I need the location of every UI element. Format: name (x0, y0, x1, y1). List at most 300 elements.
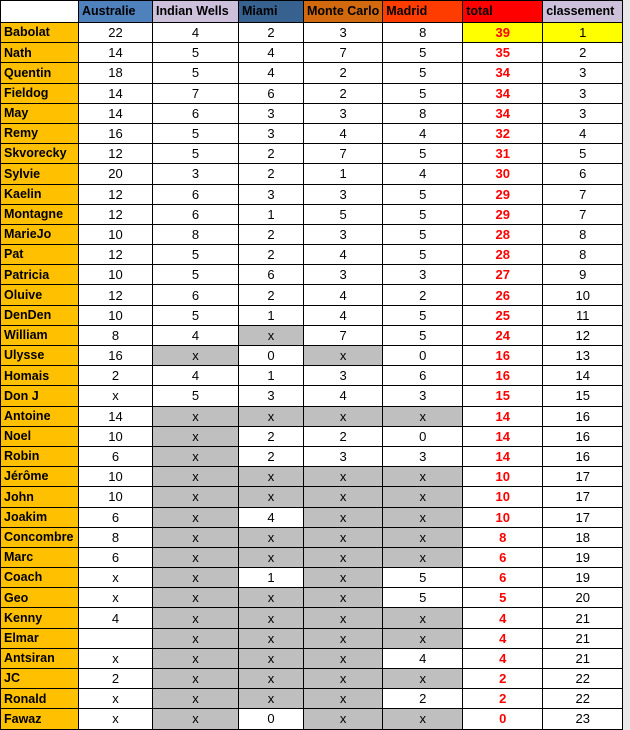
score-cell-may-miami[interactable]: 3 (239, 103, 304, 123)
score-cell-kaelin-australie[interactable]: 12 (79, 184, 153, 204)
player-name-cell-homais[interactable]: Homais (1, 366, 79, 386)
score-cell-elmar-madrid[interactable]: x (383, 628, 463, 648)
score-cell-don-j-monte-carlo[interactable]: 4 (304, 386, 383, 406)
score-cell-coach-indian-wells[interactable]: x (153, 568, 239, 588)
player-name-cell-oluive[interactable]: Oluive (1, 285, 79, 305)
score-cell-ronald-miami[interactable]: x (239, 689, 304, 709)
table-row-may (1, 103, 623, 123)
player-name-cell-noel[interactable]: Noel (1, 426, 79, 446)
score-cell-ronald-monte-carlo[interactable]: x (304, 689, 383, 709)
table-row-homais (1, 366, 623, 386)
score-cell-marc-madrid[interactable]: x (383, 547, 463, 567)
corner-cell[interactable] (1, 1, 79, 23)
rank-cell-nath[interactable]: 2 (543, 43, 623, 63)
total-cell-patricia[interactable]: 27 (463, 265, 543, 285)
table-row-remy (1, 123, 623, 143)
score-cell-fieldog-indian-wells[interactable]: 7 (153, 83, 239, 103)
total-cell-ronald[interactable]: 2 (463, 689, 543, 709)
score-cell-patricia-australie[interactable]: 10 (79, 265, 153, 285)
score-cell-ulysse-madrid[interactable]: 0 (383, 346, 463, 366)
score-cell-remy-australie[interactable]: 16 (79, 123, 153, 143)
score-cell-denden-australie[interactable]: 10 (79, 305, 153, 325)
score-cell-nath-monte-carlo[interactable]: 7 (304, 43, 383, 63)
rank-cell-patricia[interactable]: 9 (543, 265, 623, 285)
score-cell-don-j-indian-wells[interactable]: 5 (153, 386, 239, 406)
rank-cell-babolat[interactable]: 1 (543, 23, 623, 43)
score-cell-montagne-australie[interactable]: 12 (79, 204, 153, 224)
rank-cell-john[interactable]: 17 (543, 487, 623, 507)
score-cell-remy-miami[interactable]: 3 (239, 123, 304, 143)
score-cell-mariejo-madrid[interactable]: 5 (383, 224, 463, 244)
rank-cell-ronald[interactable]: 22 (543, 689, 623, 709)
total-cell-homais[interactable]: 16 (463, 366, 543, 386)
score-cell-oluive-indian-wells[interactable]: 6 (153, 285, 239, 305)
score-cell-antsiran-madrid[interactable]: 4 (383, 648, 463, 668)
score-cell-geo-australie[interactable]: x (79, 588, 153, 608)
player-name-cell-pat[interactable]: Pat (1, 245, 79, 265)
column-header-australie[interactable]: Australie (79, 1, 153, 23)
player-name-cell-elmar[interactable]: Elmar (1, 628, 79, 648)
player-name-cell-fawaz[interactable]: Fawaz (1, 709, 79, 729)
score-cell-montagne-miami[interactable]: 1 (239, 204, 304, 224)
rank-cell-remy[interactable]: 4 (543, 123, 623, 143)
score-cell-montagne-monte-carlo[interactable]: 5 (304, 204, 383, 224)
score-cell-marc-australie[interactable]: 6 (79, 547, 153, 567)
table-row-antsiran (1, 648, 623, 668)
score-cell-ulysse-miami[interactable]: 0 (239, 346, 304, 366)
score-cell-fawaz-monte-carlo[interactable]: x (304, 709, 383, 729)
player-name-cell-fieldog[interactable]: Fieldog (1, 83, 79, 103)
total-cell-marc[interactable]: 6 (463, 547, 543, 567)
player-name-cell-jc[interactable]: JC (1, 669, 79, 689)
total-cell-concombre[interactable]: 8 (463, 527, 543, 547)
total-cell-john[interactable]: 10 (463, 487, 543, 507)
score-cell-joakim-madrid[interactable]: x (383, 507, 463, 527)
score-cell-patricia-miami[interactable]: 6 (239, 265, 304, 285)
total-cell-nath[interactable]: 35 (463, 43, 543, 63)
score-cell-jc-monte-carlo[interactable]: x (304, 669, 383, 689)
score-cell-mariejo-australie[interactable]: 10 (79, 224, 153, 244)
rank-cell-oluive[interactable]: 10 (543, 285, 623, 305)
player-name-cell-ronald[interactable]: Ronald (1, 689, 79, 709)
score-cell-john-madrid[interactable]: x (383, 487, 463, 507)
score-cell-oluive-australie[interactable]: 12 (79, 285, 153, 305)
rank-cell-fieldog[interactable]: 3 (543, 83, 623, 103)
score-cell-william-australie[interactable]: 8 (79, 325, 153, 345)
score-cell-j-r-me-miami[interactable]: x (239, 467, 304, 487)
score-cell-fieldog-miami[interactable]: 6 (239, 83, 304, 103)
score-cell-joakim-monte-carlo[interactable]: x (304, 507, 383, 527)
score-cell-don-j-australie[interactable]: x (79, 386, 153, 406)
total-cell-joakim[interactable]: 10 (463, 507, 543, 527)
score-cell-coach-miami[interactable]: 1 (239, 568, 304, 588)
score-cell-robin-monte-carlo[interactable]: 3 (304, 446, 383, 466)
player-name-cell-quentin[interactable]: Quentin (1, 63, 79, 83)
rank-cell-concombre[interactable]: 18 (543, 527, 623, 547)
total-cell-montagne[interactable]: 29 (463, 204, 543, 224)
rank-cell-jc[interactable]: 22 (543, 669, 623, 689)
player-name-cell-antoine[interactable]: Antoine (1, 406, 79, 426)
score-cell-nath-australie[interactable]: 14 (79, 43, 153, 63)
rank-cell-don-j[interactable]: 15 (543, 386, 623, 406)
total-cell-fawaz[interactable]: 0 (463, 709, 543, 729)
score-cell-sylvie-miami[interactable]: 2 (239, 164, 304, 184)
score-cell-oluive-monte-carlo[interactable]: 4 (304, 285, 383, 305)
score-cell-kenny-monte-carlo[interactable]: x (304, 608, 383, 628)
score-cell-ronald-australie[interactable]: x (79, 689, 153, 709)
score-cell-don-j-miami[interactable]: 3 (239, 386, 304, 406)
score-cell-fawaz-madrid[interactable]: x (383, 709, 463, 729)
score-cell-pat-indian-wells[interactable]: 5 (153, 245, 239, 265)
score-cell-elmar-miami[interactable]: x (239, 628, 304, 648)
score-cell-homais-madrid[interactable]: 6 (383, 366, 463, 386)
score-cell-j-r-me-indian-wells[interactable]: x (153, 467, 239, 487)
score-cell-nath-madrid[interactable]: 5 (383, 43, 463, 63)
score-cell-john-monte-carlo[interactable]: x (304, 487, 383, 507)
table-row-kaelin (1, 184, 623, 204)
total-cell-ulysse[interactable]: 16 (463, 346, 543, 366)
total-cell-remy[interactable]: 32 (463, 123, 543, 143)
player-name-cell-antsiran[interactable]: Antsiran (1, 648, 79, 668)
table-row-kenny (1, 608, 623, 628)
player-name-cell-marc[interactable]: Marc (1, 547, 79, 567)
score-cell-babolat-australie[interactable]: 22 (79, 23, 153, 43)
rank-cell-joakim[interactable]: 17 (543, 507, 623, 527)
score-cell-geo-madrid[interactable]: 5 (383, 588, 463, 608)
score-cell-patricia-indian-wells[interactable]: 5 (153, 265, 239, 285)
rank-cell-antsiran[interactable]: 21 (543, 648, 623, 668)
score-cell-jc-australie[interactable]: 2 (79, 669, 153, 689)
score-cell-kenny-australie[interactable]: 4 (79, 608, 153, 628)
score-cell-may-monte-carlo[interactable]: 3 (304, 103, 383, 123)
player-name-cell-remy[interactable]: Remy (1, 123, 79, 143)
score-cell-homais-monte-carlo[interactable]: 3 (304, 366, 383, 386)
score-cell-denden-miami[interactable]: 1 (239, 305, 304, 325)
score-cell-antsiran-miami[interactable]: x (239, 648, 304, 668)
score-cell-fieldog-madrid[interactable]: 5 (383, 83, 463, 103)
score-cell-antoine-indian-wells[interactable]: x (153, 406, 239, 426)
score-cell-sylvie-indian-wells[interactable]: 3 (153, 164, 239, 184)
rank-cell-geo[interactable]: 20 (543, 588, 623, 608)
score-cell-antsiran-indian-wells[interactable]: x (153, 648, 239, 668)
rank-cell-kaelin[interactable]: 7 (543, 184, 623, 204)
player-name-cell-skvorecky[interactable]: Skvorecky (1, 144, 79, 164)
score-cell-homais-australie[interactable]: 2 (79, 366, 153, 386)
player-name-cell-denden[interactable]: DenDen (1, 305, 79, 325)
score-cell-mariejo-indian-wells[interactable]: 8 (153, 224, 239, 244)
total-cell-mariejo[interactable]: 28 (463, 224, 543, 244)
score-cell-montagne-madrid[interactable]: 5 (383, 204, 463, 224)
rank-cell-pat[interactable]: 8 (543, 245, 623, 265)
score-cell-quentin-monte-carlo[interactable]: 2 (304, 63, 383, 83)
score-cell-denden-indian-wells[interactable]: 5 (153, 305, 239, 325)
score-cell-may-australie[interactable]: 14 (79, 103, 153, 123)
player-name-cell-john[interactable]: John (1, 487, 79, 507)
player-name-cell-sylvie[interactable]: Sylvie (1, 164, 79, 184)
score-cell-elmar-indian-wells[interactable]: x (153, 628, 239, 648)
total-cell-denden[interactable]: 25 (463, 305, 543, 325)
score-cell-antoine-australie[interactable]: 14 (79, 406, 153, 426)
total-cell-antoine[interactable]: 14 (463, 406, 543, 426)
total-cell-robin[interactable]: 14 (463, 446, 543, 466)
score-cell-pat-monte-carlo[interactable]: 4 (304, 245, 383, 265)
rank-cell-marc[interactable]: 19 (543, 547, 623, 567)
score-cell-antoine-miami[interactable]: x (239, 406, 304, 426)
table-row-montagne (1, 204, 623, 224)
score-cell-may-indian-wells[interactable]: 6 (153, 103, 239, 123)
column-header-indian-wells[interactable]: Indian Wells (153, 1, 239, 23)
player-name-cell-kenny[interactable]: Kenny (1, 608, 79, 628)
player-name-cell-babolat[interactable]: Babolat (1, 23, 79, 43)
rank-cell-homais[interactable]: 14 (543, 366, 623, 386)
score-cell-ulysse-monte-carlo[interactable]: x (304, 346, 383, 366)
score-cell-geo-indian-wells[interactable]: x (153, 588, 239, 608)
total-cell-coach[interactable]: 6 (463, 568, 543, 588)
score-cell-coach-monte-carlo[interactable]: x (304, 568, 383, 588)
rank-cell-noel[interactable]: 16 (543, 426, 623, 446)
rank-cell-sylvie[interactable]: 6 (543, 164, 623, 184)
rank-cell-coach[interactable]: 19 (543, 568, 623, 588)
score-cell-marc-miami[interactable]: x (239, 547, 304, 567)
score-cell-kenny-indian-wells[interactable]: x (153, 608, 239, 628)
score-cell-concombre-indian-wells[interactable]: x (153, 527, 239, 547)
player-name-cell-don-j[interactable]: Don J (1, 386, 79, 406)
score-cell-marc-monte-carlo[interactable]: x (304, 547, 383, 567)
total-cell-quentin[interactable]: 34 (463, 63, 543, 83)
score-cell-may-madrid[interactable]: 8 (383, 103, 463, 123)
score-cell-ulysse-australie[interactable]: 16 (79, 346, 153, 366)
score-cell-coach-australie[interactable]: x (79, 568, 153, 588)
total-cell-geo[interactable]: 5 (463, 588, 543, 608)
score-cell-sylvie-australie[interactable]: 20 (79, 164, 153, 184)
score-cell-robin-indian-wells[interactable]: x (153, 446, 239, 466)
total-cell-oluive[interactable]: 26 (463, 285, 543, 305)
table-row-william (1, 325, 623, 345)
total-cell-sylvie[interactable]: 30 (463, 164, 543, 184)
score-cell-fawaz-indian-wells[interactable]: x (153, 709, 239, 729)
score-cell-patricia-madrid[interactable]: 3 (383, 265, 463, 285)
column-header-madrid[interactable]: Madrid (383, 1, 463, 23)
player-name-cell-may[interactable]: May (1, 103, 79, 123)
score-cell-coach-madrid[interactable]: 5 (383, 568, 463, 588)
score-cell-quentin-miami[interactable]: 4 (239, 63, 304, 83)
rank-cell-ulysse[interactable]: 13 (543, 346, 623, 366)
rank-cell-kenny[interactable]: 21 (543, 608, 623, 628)
score-cell-fieldog-monte-carlo[interactable]: 2 (304, 83, 383, 103)
score-cell-elmar-australie[interactable] (79, 628, 153, 648)
score-cell-oluive-miami[interactable]: 2 (239, 285, 304, 305)
score-cell-antoine-madrid[interactable]: x (383, 406, 463, 426)
score-cell-marc-indian-wells[interactable]: x (153, 547, 239, 567)
player-name-cell-nath[interactable]: Nath (1, 43, 79, 63)
score-cell-denden-monte-carlo[interactable]: 4 (304, 305, 383, 325)
score-cell-joakim-miami[interactable]: 4 (239, 507, 304, 527)
score-cell-babolat-indian-wells[interactable]: 4 (153, 23, 239, 43)
total-cell-j-r-me[interactable]: 10 (463, 467, 543, 487)
score-cell-kaelin-indian-wells[interactable]: 6 (153, 184, 239, 204)
score-cell-antsiran-monte-carlo[interactable]: x (304, 648, 383, 668)
score-cell-robin-miami[interactable]: 2 (239, 446, 304, 466)
score-cell-joakim-australie[interactable]: 6 (79, 507, 153, 527)
rank-cell-robin[interactable]: 16 (543, 446, 623, 466)
score-cell-antoine-monte-carlo[interactable]: x (304, 406, 383, 426)
score-cell-mariejo-monte-carlo[interactable]: 3 (304, 224, 383, 244)
score-cell-remy-indian-wells[interactable]: 5 (153, 123, 239, 143)
total-cell-antsiran[interactable]: 4 (463, 648, 543, 668)
score-cell-john-indian-wells[interactable]: x (153, 487, 239, 507)
player-name-cell-coach[interactable]: Coach (1, 568, 79, 588)
player-name-cell-william[interactable]: William (1, 325, 79, 345)
player-name-cell-montagne[interactable]: Montagne (1, 204, 79, 224)
score-cell-pat-australie[interactable]: 12 (79, 245, 153, 265)
score-cell-oluive-madrid[interactable]: 2 (383, 285, 463, 305)
total-cell-william[interactable]: 24 (463, 325, 543, 345)
score-cell-antsiran-australie[interactable]: x (79, 648, 153, 668)
score-cell-william-madrid[interactable]: 5 (383, 325, 463, 345)
score-cell-denden-madrid[interactable]: 5 (383, 305, 463, 325)
score-cell-concombre-australie[interactable]: 8 (79, 527, 153, 547)
score-cell-sylvie-madrid[interactable]: 4 (383, 164, 463, 184)
score-cell-concombre-miami[interactable]: x (239, 527, 304, 547)
total-cell-elmar[interactable]: 4 (463, 628, 543, 648)
score-cell-remy-madrid[interactable]: 4 (383, 123, 463, 143)
table-row-robin (1, 446, 623, 466)
score-cell-ulysse-indian-wells[interactable]: x (153, 346, 239, 366)
score-cell-nath-indian-wells[interactable]: 5 (153, 43, 239, 63)
total-cell-kenny[interactable]: 4 (463, 608, 543, 628)
rank-cell-william[interactable]: 12 (543, 325, 623, 345)
total-cell-kaelin[interactable]: 29 (463, 184, 543, 204)
total-cell-pat[interactable]: 28 (463, 245, 543, 265)
score-cell-jc-indian-wells[interactable]: x (153, 669, 239, 689)
score-cell-noel-madrid[interactable]: 0 (383, 426, 463, 446)
score-cell-homais-indian-wells[interactable]: 4 (153, 366, 239, 386)
score-cell-mariejo-miami[interactable]: 2 (239, 224, 304, 244)
total-cell-noel[interactable]: 14 (463, 426, 543, 446)
score-cell-homais-miami[interactable]: 1 (239, 366, 304, 386)
score-cell-j-r-me-monte-carlo[interactable]: x (304, 467, 383, 487)
score-cell-noel-australie[interactable]: 10 (79, 426, 153, 446)
total-cell-don-j[interactable]: 15 (463, 386, 543, 406)
score-cell-jc-madrid[interactable]: x (383, 669, 463, 689)
total-cell-babolat[interactable]: 39 (463, 23, 543, 43)
score-cell-ronald-indian-wells[interactable]: x (153, 689, 239, 709)
score-cell-don-j-madrid[interactable]: 3 (383, 386, 463, 406)
score-cell-nath-miami[interactable]: 4 (239, 43, 304, 63)
score-cell-john-miami[interactable]: x (239, 487, 304, 507)
score-cell-babolat-miami[interactable]: 2 (239, 23, 304, 43)
rank-cell-mariejo[interactable]: 8 (543, 224, 623, 244)
player-name-cell-patricia[interactable]: Patricia (1, 265, 79, 285)
score-cell-babolat-monte-carlo[interactable]: 3 (304, 23, 383, 43)
score-cell-skvorecky-australie[interactable]: 12 (79, 144, 153, 164)
score-cell-skvorecky-indian-wells[interactable]: 5 (153, 144, 239, 164)
table-row-coach (1, 568, 623, 588)
rank-cell-montagne[interactable]: 7 (543, 204, 623, 224)
rank-cell-elmar[interactable]: 21 (543, 628, 623, 648)
score-cell-noel-miami[interactable]: 2 (239, 426, 304, 446)
score-cell-j-r-me-australie[interactable]: 10 (79, 467, 153, 487)
rank-cell-denden[interactable]: 11 (543, 305, 623, 325)
player-name-cell-joakim[interactable]: Joakim (1, 507, 79, 527)
score-cell-montagne-indian-wells[interactable]: 6 (153, 204, 239, 224)
score-cell-concombre-monte-carlo[interactable]: x (304, 527, 383, 547)
score-cell-kenny-miami[interactable]: x (239, 608, 304, 628)
score-cell-william-miami[interactable]: x (239, 325, 304, 345)
column-header-miami[interactable]: Miami (239, 1, 304, 23)
total-cell-skvorecky[interactable]: 31 (463, 144, 543, 164)
score-cell-jc-miami[interactable]: x (239, 669, 304, 689)
player-name-cell-j-r-me[interactable]: Jérôme (1, 467, 79, 487)
column-header-total[interactable]: total (463, 1, 543, 23)
total-cell-jc[interactable]: 2 (463, 669, 543, 689)
score-cell-john-australie[interactable]: 10 (79, 487, 153, 507)
total-cell-fieldog[interactable]: 34 (463, 83, 543, 103)
score-cell-fawaz-australie[interactable]: x (79, 709, 153, 729)
score-cell-noel-monte-carlo[interactable]: 2 (304, 426, 383, 446)
column-header-classement[interactable]: classement (543, 1, 623, 23)
score-cell-kaelin-monte-carlo[interactable]: 3 (304, 184, 383, 204)
score-cell-patricia-monte-carlo[interactable]: 3 (304, 265, 383, 285)
score-cell-quentin-madrid[interactable]: 5 (383, 63, 463, 83)
score-cell-babolat-madrid[interactable]: 8 (383, 23, 463, 43)
score-cell-ronald-madrid[interactable]: 2 (383, 689, 463, 709)
score-cell-skvorecky-madrid[interactable]: 5 (383, 144, 463, 164)
score-cell-fawaz-miami[interactable]: 0 (239, 709, 304, 729)
rank-cell-quentin[interactable]: 3 (543, 63, 623, 83)
player-name-cell-geo[interactable]: Geo (1, 588, 79, 608)
column-header-monte-carlo[interactable]: Monte Carlo (304, 1, 383, 23)
score-cell-william-monte-carlo[interactable]: 7 (304, 325, 383, 345)
score-cell-kaelin-madrid[interactable]: 5 (383, 184, 463, 204)
rank-cell-may[interactable]: 3 (543, 103, 623, 123)
rank-cell-fawaz[interactable]: 23 (543, 709, 623, 729)
score-cell-skvorecky-monte-carlo[interactable]: 7 (304, 144, 383, 164)
table-row-john (1, 487, 623, 507)
score-cell-kaelin-miami[interactable]: 3 (239, 184, 304, 204)
score-cell-william-indian-wells[interactable]: 4 (153, 325, 239, 345)
total-cell-may[interactable]: 34 (463, 103, 543, 123)
player-name-cell-concombre[interactable]: Concombre (1, 527, 79, 547)
rank-cell-skvorecky[interactable]: 5 (543, 144, 623, 164)
score-cell-concombre-madrid[interactable]: x (383, 527, 463, 547)
score-cell-pat-miami[interactable]: 2 (239, 245, 304, 265)
player-name-cell-kaelin[interactable]: Kaelin (1, 184, 79, 204)
score-cell-robin-australie[interactable]: 6 (79, 446, 153, 466)
player-name-cell-robin[interactable]: Robin (1, 446, 79, 466)
score-cell-remy-monte-carlo[interactable]: 4 (304, 123, 383, 143)
score-cell-geo-miami[interactable]: x (239, 588, 304, 608)
score-cell-robin-madrid[interactable]: 3 (383, 446, 463, 466)
score-cell-skvorecky-miami[interactable]: 2 (239, 144, 304, 164)
score-cell-elmar-monte-carlo[interactable]: x (304, 628, 383, 648)
score-cell-fieldog-australie[interactable]: 14 (79, 83, 153, 103)
score-cell-j-r-me-madrid[interactable]: x (383, 467, 463, 487)
player-name-cell-ulysse[interactable]: Ulysse (1, 346, 79, 366)
rank-cell-j-r-me[interactable]: 17 (543, 467, 623, 487)
player-name-cell-mariejo[interactable]: MarieJo (1, 224, 79, 244)
score-cell-noel-indian-wells[interactable]: x (153, 426, 239, 446)
score-cell-quentin-indian-wells[interactable]: 5 (153, 63, 239, 83)
score-cell-sylvie-monte-carlo[interactable]: 1 (304, 164, 383, 184)
rank-cell-antoine[interactable]: 16 (543, 406, 623, 426)
score-cell-joakim-indian-wells[interactable]: x (153, 507, 239, 527)
score-cell-quentin-australie[interactable]: 18 (79, 63, 153, 83)
score-cell-kenny-madrid[interactable]: x (383, 608, 463, 628)
score-cell-pat-madrid[interactable]: 5 (383, 245, 463, 265)
score-cell-geo-monte-carlo[interactable]: x (304, 588, 383, 608)
table-row-sylvie (1, 164, 623, 184)
